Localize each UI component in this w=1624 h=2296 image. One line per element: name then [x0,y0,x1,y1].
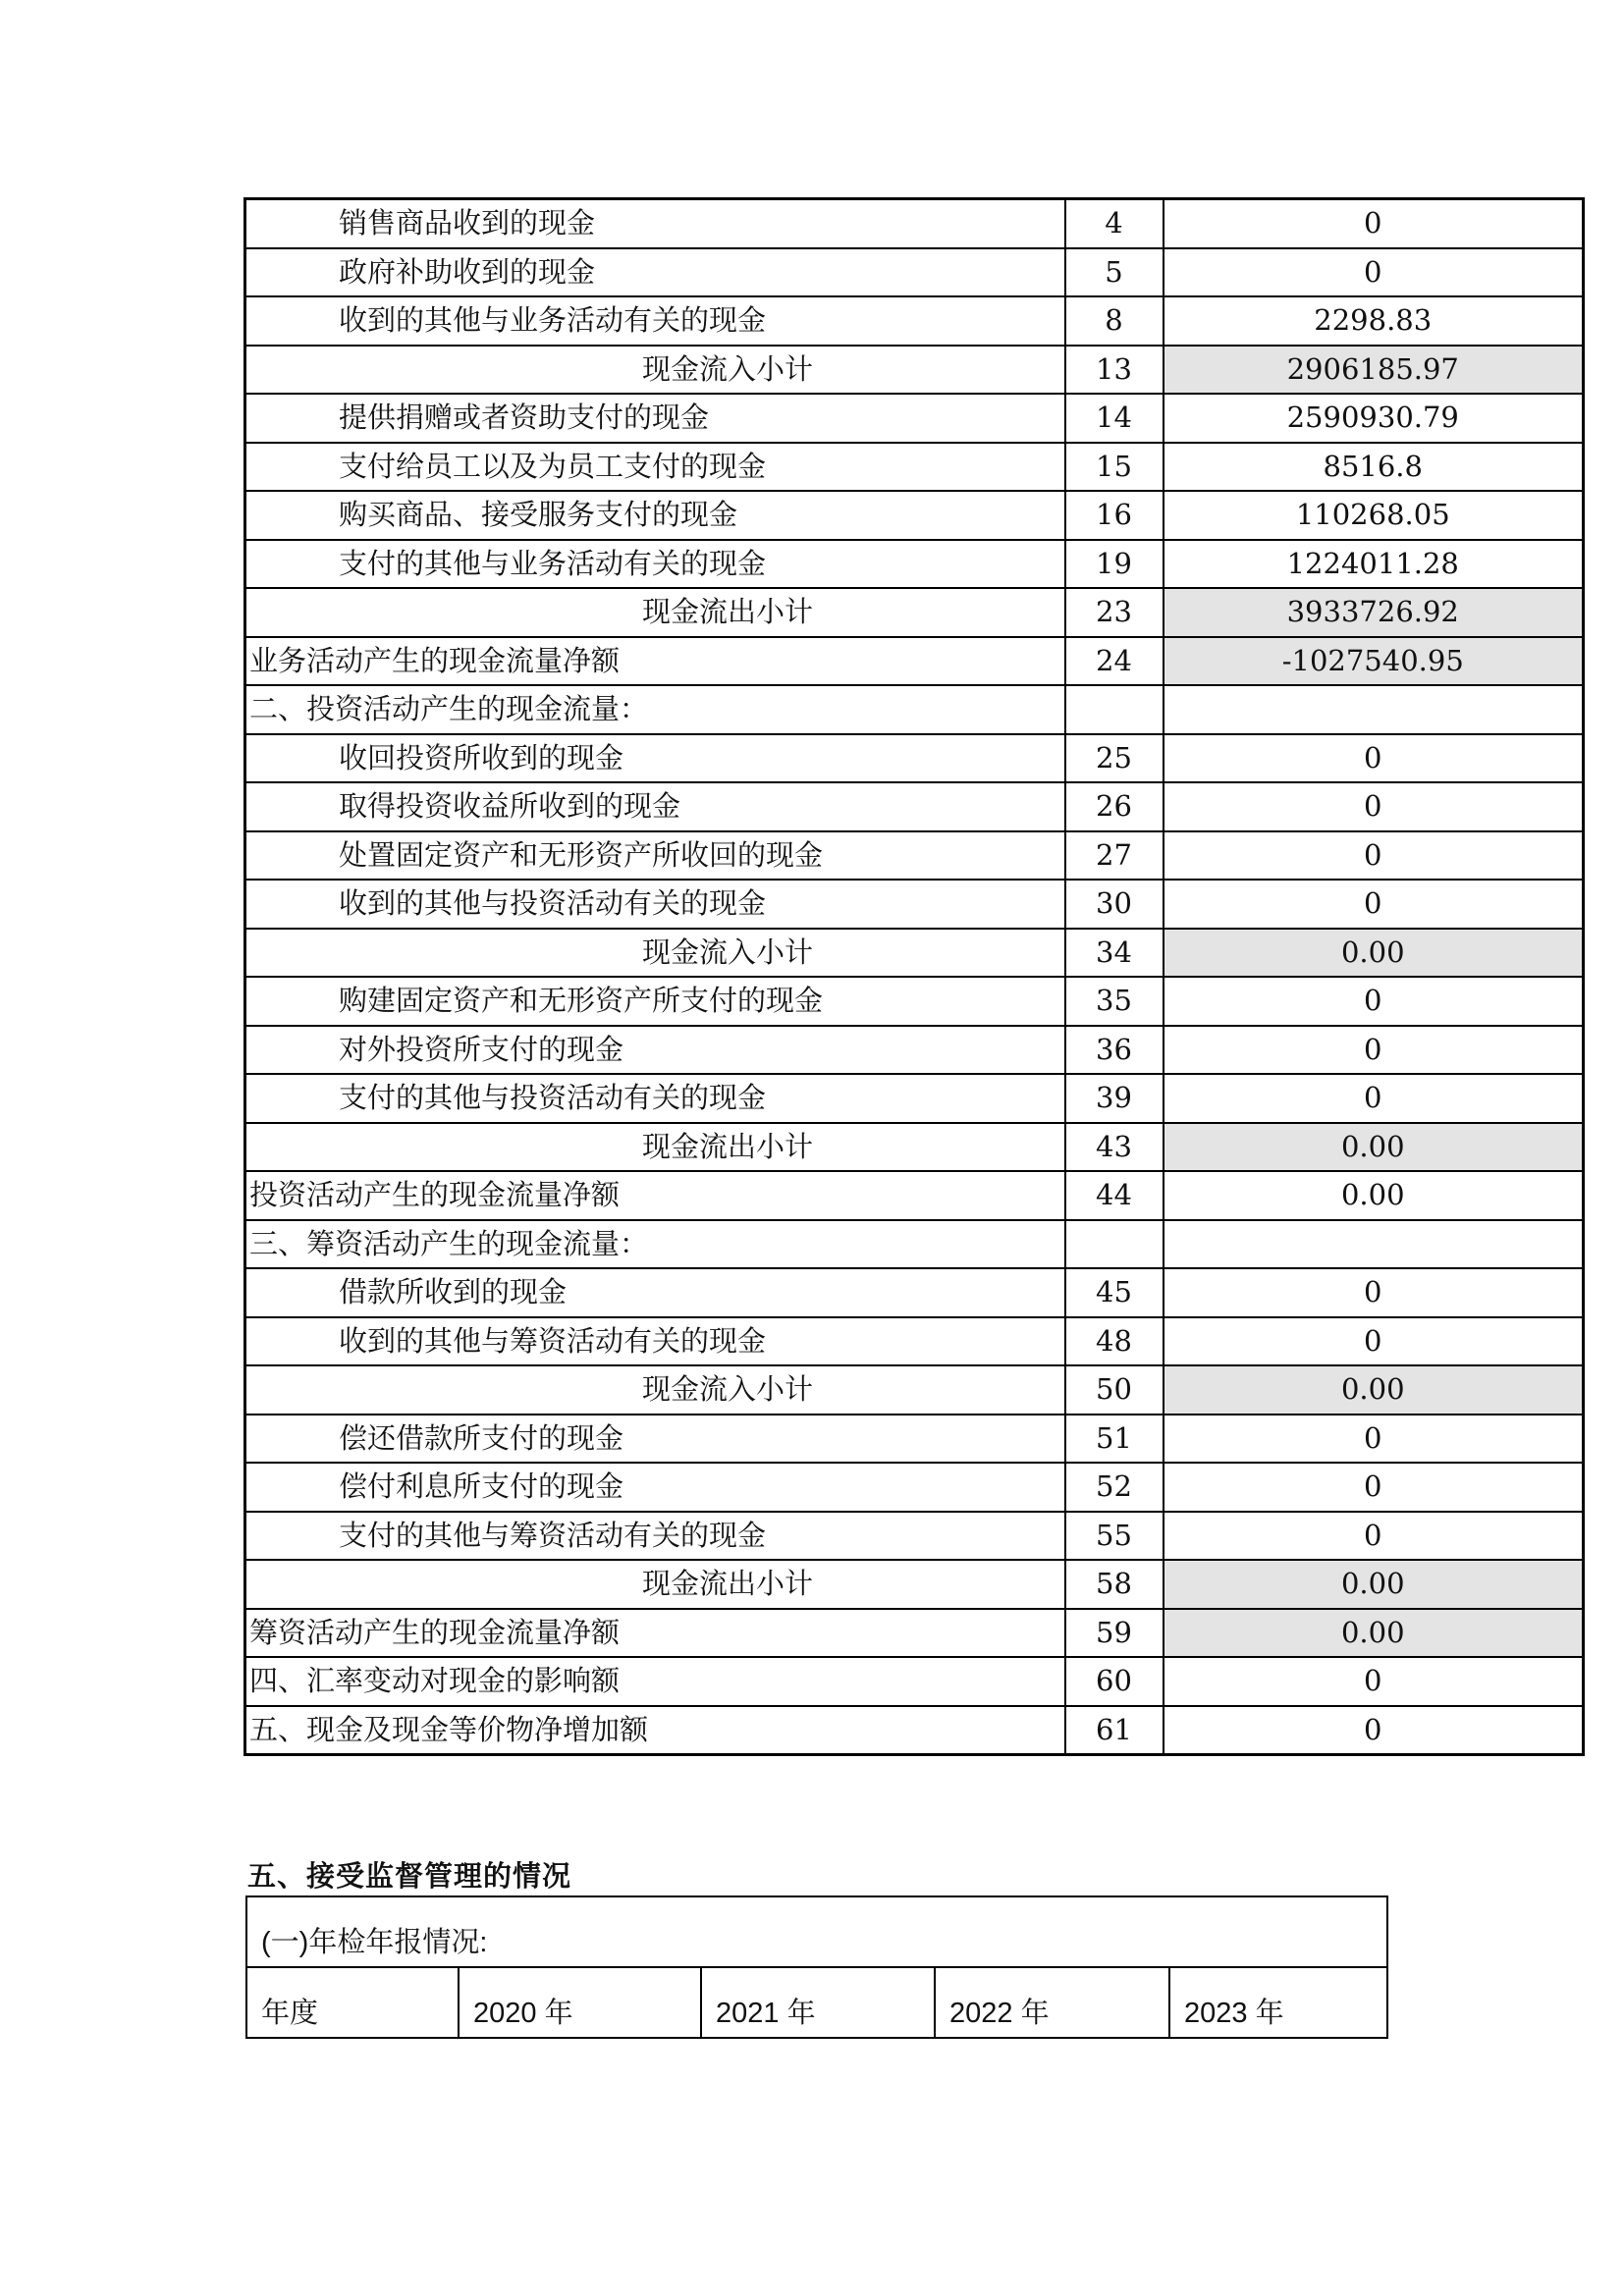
amount-value: 0 [1164,831,1584,881]
line-number: 26 [1065,782,1164,831]
item-label: 销售商品收到的现金 [245,199,1065,248]
year-cell: 2023 年 [1169,1967,1387,2038]
cash-flow-row [245,1268,1584,1317]
amount-value: 0 [1164,734,1584,783]
cash-flow-row [245,296,1584,346]
item-label: 业务活动产生的现金流量净额 [245,637,1065,686]
year-cell: 2020 年 [459,1967,701,2038]
line-number: 25 [1065,734,1164,783]
cash-flow-row [245,1026,1584,1075]
line-number: 55 [1065,1512,1164,1561]
line-number: 59 [1065,1609,1164,1658]
item-label: 借款所收到的现金 [245,1268,1065,1317]
line-number: 60 [1065,1657,1164,1706]
cash-flow-table-body [245,199,1584,1755]
amount-value: 3933726.92 [1164,588,1584,637]
amount-value: 0.00 [1164,1365,1584,1415]
amount-value: 0.00 [1164,1609,1584,1658]
amount-value: 0 [1164,1026,1584,1075]
line-number: 23 [1065,588,1164,637]
line-number: 45 [1065,1268,1164,1317]
annual-inspection-label: (一)年检年报情况: [246,1896,1387,1967]
cash-flow-row [245,977,1584,1026]
cash-flow-table [244,197,1585,1756]
item-label: 支付的其他与筹资活动有关的现金 [245,1512,1065,1561]
line-number: 15 [1065,443,1164,492]
item-label: 取得投资收益所收到的现金 [245,782,1065,831]
amount-value [1164,685,1584,734]
year-row [246,1967,1387,2038]
item-label: 偿还借款所支付的现金 [245,1415,1065,1464]
item-label: 购买商品、接受服务支付的现金 [245,491,1065,540]
cash-flow-row [245,1415,1584,1464]
cash-flow-row [245,1317,1584,1366]
supervision-table [245,1896,1388,2039]
item-label: 现金流入小计 [245,346,1065,395]
cash-flow-row [245,734,1584,783]
cash-flow-row [245,346,1584,395]
item-label: 收到的其他与业务活动有关的现金 [245,296,1065,346]
line-number: 36 [1065,1026,1164,1075]
line-number: 39 [1065,1074,1164,1123]
item-label: 二、投资活动产生的现金流量： [245,685,1065,734]
line-number: 50 [1065,1365,1164,1415]
amount-value: 0 [1164,880,1584,929]
item-label: 现金流入小计 [245,929,1065,978]
amount-value: 0 [1164,1074,1584,1123]
cash-flow-row [245,1220,1584,1269]
line-number: 61 [1065,1706,1164,1755]
amount-value [1164,1220,1584,1269]
item-label: 提供捐赠或者资助支付的现金 [245,394,1065,443]
cash-flow-row [245,199,1584,248]
amount-value: 2590930.79 [1164,394,1584,443]
line-number: 16 [1065,491,1164,540]
item-label: 偿付利息所支付的现金 [245,1463,1065,1512]
amount-value: 0 [1164,1268,1584,1317]
cash-flow-row [245,1463,1584,1512]
item-label: 现金流出小计 [245,1123,1065,1172]
item-label: 三、筹资活动产生的现金流量： [245,1220,1065,1269]
cash-flow-row [245,1171,1584,1220]
year-cell: 2021 年 [701,1967,935,2038]
line-number: 24 [1065,637,1164,686]
item-label: 对外投资所支付的现金 [245,1026,1065,1075]
amount-value: 0.00 [1164,1560,1584,1609]
line-number: 44 [1065,1171,1164,1220]
line-number: 34 [1065,929,1164,978]
line-number: 35 [1065,977,1164,1026]
line-number: 19 [1065,540,1164,589]
cash-flow-row [245,1512,1584,1561]
amount-value: 0 [1164,977,1584,1026]
item-label: 处置固定资产和无形资产所收回的现金 [245,831,1065,881]
amount-value: 0.00 [1164,1123,1584,1172]
line-number: 52 [1065,1463,1164,1512]
line-number: 27 [1065,831,1164,881]
cash-flow-row [245,540,1584,589]
amount-value: 0 [1164,199,1584,248]
line-number: 43 [1065,1123,1164,1172]
cash-flow-row [245,1706,1584,1755]
amount-value: 0 [1164,1706,1584,1755]
amount-value: 1224011.28 [1164,540,1584,589]
item-label: 支付的其他与业务活动有关的现金 [245,540,1065,589]
line-number: 51 [1065,1415,1164,1464]
cash-flow-row [245,443,1584,492]
line-number [1065,685,1164,734]
item-label: 现金流入小计 [245,1365,1065,1415]
line-number [1065,1220,1164,1269]
amount-value: 0 [1164,1512,1584,1561]
amount-value: -1027540.95 [1164,637,1584,686]
amount-value: 8516.8 [1164,443,1584,492]
cash-flow-row [245,1074,1584,1123]
item-label: 收到的其他与筹资活动有关的现金 [245,1317,1065,1366]
amount-value: 110268.05 [1164,491,1584,540]
cash-flow-row [245,1657,1584,1706]
item-label: 现金流出小计 [245,1560,1065,1609]
amount-value: 0 [1164,1463,1584,1512]
cash-flow-row [245,1365,1584,1415]
cash-flow-row [245,1123,1584,1172]
cash-flow-row [245,880,1584,929]
item-label: 现金流出小计 [245,588,1065,637]
line-number: 13 [1065,346,1164,395]
year-cell: 2022 年 [935,1967,1169,2038]
cash-flow-row [245,831,1584,881]
cash-flow-row [245,685,1584,734]
item-label: 五、现金及现金等价物净增加额 [245,1706,1065,1755]
amount-value: 2906185.97 [1164,346,1584,395]
item-label: 收到的其他与投资活动有关的现金 [245,880,1065,929]
line-number: 58 [1065,1560,1164,1609]
cash-flow-row [245,491,1584,540]
item-label: 四、汇率变动对现金的影响额 [245,1657,1065,1706]
line-number: 30 [1065,880,1164,929]
line-number: 48 [1065,1317,1164,1366]
line-number: 4 [1065,199,1164,248]
amount-value: 0.00 [1164,929,1584,978]
line-number: 14 [1065,394,1164,443]
cash-flow-row [245,637,1584,686]
amount-value: 0 [1164,1657,1584,1706]
item-label: 支付给员工以及为员工支付的现金 [245,443,1065,492]
year-header-cell: 年度 [246,1967,459,2038]
amount-value: 0 [1164,1317,1584,1366]
cash-flow-row [245,588,1584,637]
cash-flow-row [245,1560,1584,1609]
cash-flow-row [245,248,1584,297]
amount-value: 2298.83 [1164,296,1584,346]
amount-value: 0 [1164,248,1584,297]
annual-inspection-row [246,1896,1387,1967]
line-number: 5 [1065,248,1164,297]
line-number: 8 [1065,296,1164,346]
cash-flow-row [245,1609,1584,1658]
cash-flow-row [245,394,1584,443]
item-label: 收回投资所收到的现金 [245,734,1065,783]
cash-flow-row [245,929,1584,978]
item-label: 筹资活动产生的现金流量净额 [245,1609,1065,1658]
amount-value: 0.00 [1164,1171,1584,1220]
section-title: 五、接受监督管理的情况 [247,1859,572,1893]
amount-value: 0 [1164,1415,1584,1464]
cash-flow-row [245,782,1584,831]
item-label: 支付的其他与投资活动有关的现金 [245,1074,1065,1123]
amount-value: 0 [1164,782,1584,831]
item-label: 投资活动产生的现金流量净额 [245,1171,1065,1220]
item-label: 购建固定资产和无形资产所支付的现金 [245,977,1065,1026]
item-label: 政府补助收到的现金 [245,248,1065,297]
